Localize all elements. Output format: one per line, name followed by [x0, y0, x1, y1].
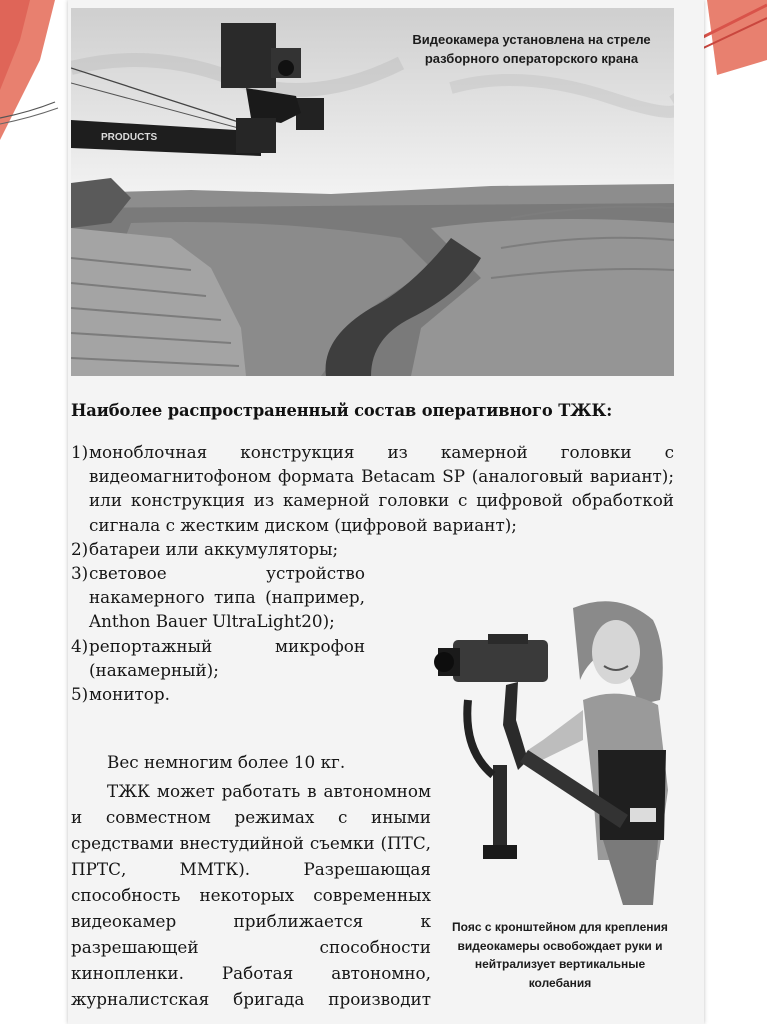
list-item-number: 2) [71, 538, 89, 559]
weight-note: Вес немногим более 10 кг. [107, 752, 346, 772]
bottom-photo-caption: Пояс с кронштейном для крепления видеокамеры освобождает руки и нейтрализует вертикальные колебания [452, 920, 668, 990]
list-item-text: батареи или аккумуляторы; [89, 538, 339, 559]
list-item-number: 5) [71, 684, 89, 705]
list-item-number: 1) [71, 442, 89, 462]
list-item-text: световое устройство накамерного типа (например, Anthon Bauer UltraLight20); [89, 563, 365, 632]
list-item [71, 440, 674, 537]
section-heading: Наиболее распространенный состав оперативного ТЖК: [71, 401, 613, 420]
list-item-text: репортажный микрофон (накамерный); [89, 635, 365, 680]
list-item-number: 3) [71, 563, 89, 584]
boom-label: PRODUCTS [101, 132, 158, 143]
list-item-text: монитор. [89, 684, 170, 705]
camera-stabilizer-photo [368, 590, 674, 905]
book-page [68, 0, 704, 1024]
slide-decoration-right [697, 0, 767, 90]
top-photo-caption: Видеокамера установлена на стреле разборного операторского крана [412, 32, 651, 66]
list-item-number: 4) [71, 635, 89, 656]
body-paragraph-text: ТЖК может работать в автономном и совместном режимах с иными средствами внестудийной съемки (ПТС, ПРТС, ММТК). Разрешающая способность некоторых современных видеокамер приближается к разрешающей способности кинопленки. Работая автономно, журналистская бригада производит [71, 781, 431, 1009]
list-item-text: моноблочная конструкция из камерной головки с видеомагнитофоном формата Betacam SP (аналоговый вариант); или конструкция из камерной головки с цифровой обработкой сигнала с жестким диском (цифровой вариант); [89, 442, 674, 535]
slide-decoration-left [0, 0, 70, 160]
list-item [71, 537, 674, 561]
